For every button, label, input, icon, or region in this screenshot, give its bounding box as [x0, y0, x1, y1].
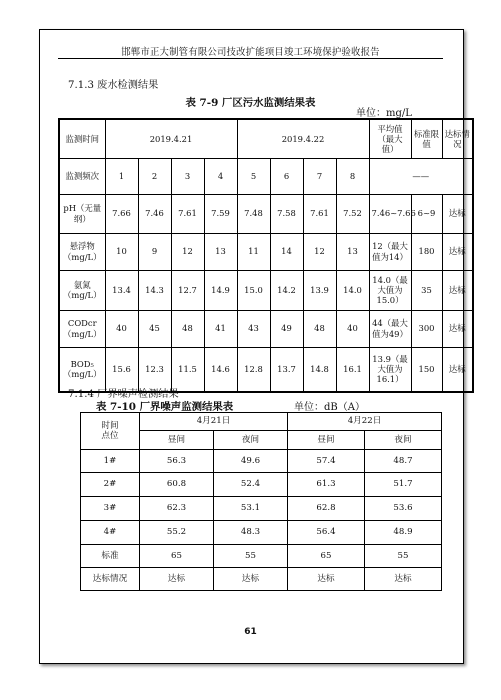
header-rule	[58, 58, 443, 59]
table-unit-wastewater: 单位：mg/L	[356, 108, 412, 119]
table-row	[59, 310, 473, 347]
table-row	[81, 545, 442, 568]
table-cell: 13	[204, 233, 237, 270]
section-heading-wastewater: 7.1.3 废水检测结果	[68, 80, 159, 91]
table-cell: 13	[336, 233, 369, 270]
status-cell: 达标	[442, 233, 473, 270]
row-label: 达标情况	[81, 568, 140, 591]
table-cell: 15.0	[237, 270, 270, 310]
row-label: 4#	[81, 521, 140, 545]
table-cell: 13.7	[270, 347, 303, 392]
row-label: 3#	[81, 497, 140, 521]
table-cell: 62.3	[140, 497, 214, 521]
table-cell: 达标	[140, 568, 214, 591]
table-cell: 49	[270, 310, 303, 347]
table-cell: 65	[140, 545, 214, 568]
table-cell: 48.7	[365, 450, 442, 473]
row-label: pH（无量纲）	[59, 194, 105, 233]
table-cell: 40	[105, 310, 138, 347]
page-number: 61	[244, 627, 257, 637]
dash-cell: ——	[369, 158, 473, 194]
table-caption-noise: 表 7-10 厂界噪声监测结果表	[96, 401, 234, 413]
table-cell: 7.61	[303, 194, 336, 233]
header-cell-date2: 4月22日	[288, 413, 442, 431]
corner-header-point: 点位	[101, 431, 119, 441]
table-cell: 9	[138, 233, 171, 270]
table-row	[81, 450, 442, 473]
table-cell: 15.6	[105, 347, 138, 392]
table-cell: 41	[204, 310, 237, 347]
table-cell: 4	[204, 158, 237, 194]
table-caption-wastewater: 表 7-9 厂区污水监测结果表	[185, 97, 316, 109]
header-cell-date1: 4月21日	[140, 413, 288, 431]
table-row	[59, 158, 473, 194]
status-cell: 达标	[442, 347, 473, 392]
header-cell-day: 昼间	[288, 431, 365, 450]
row-label: 氨氮（mg/L）	[59, 270, 105, 310]
table-cell: 14.9	[204, 270, 237, 310]
table-cell: 2	[138, 158, 171, 194]
status-cell: 达标	[442, 310, 473, 347]
table-cell: 56.3	[140, 450, 214, 473]
limit-cell: 180	[411, 233, 442, 270]
table-cell: 55	[214, 545, 288, 568]
average-cell: 13.9（最大值为16.1）	[369, 347, 411, 392]
header-cell-limit: 标准限值	[411, 119, 442, 158]
row-label: CODcr（mg/L）	[59, 310, 105, 347]
table-cell: 14.6	[204, 347, 237, 392]
table-cell: 10	[105, 233, 138, 270]
table-row	[59, 233, 473, 270]
row-label: 悬浮物（mg/L）	[59, 233, 105, 270]
limit-cell: 35	[411, 270, 442, 310]
limit-cell: 150	[411, 347, 442, 392]
header-cell-date1: 2019.4.21	[105, 119, 237, 158]
noise-table	[80, 412, 442, 591]
row-label: 监测频次	[59, 158, 105, 194]
table-cell: 51.7	[365, 473, 442, 497]
table-cell: 48.3	[214, 521, 288, 545]
header-cell-date2: 2019.4.22	[237, 119, 369, 158]
table-cell: 53.1	[214, 497, 288, 521]
average-cell: 12（最大值为14）	[369, 233, 411, 270]
table-cell: 7	[303, 158, 336, 194]
table-cell: 11.5	[171, 347, 204, 392]
table-cell: 61.3	[288, 473, 365, 497]
table-cell: 1	[105, 158, 138, 194]
table-cell: 55	[365, 545, 442, 568]
limit-cell: 300	[411, 310, 442, 347]
table-row	[59, 194, 473, 233]
header-cell-status: 达标情况	[442, 119, 473, 158]
table-cell: 45	[138, 310, 171, 347]
table-row	[81, 497, 442, 521]
table-row	[81, 521, 442, 545]
table-row	[81, 568, 442, 591]
average-cell: 7.46~7.66	[369, 194, 411, 233]
table-cell: 5	[237, 158, 270, 194]
table-cell: 53.6	[365, 497, 442, 521]
row-label: 2#	[81, 473, 140, 497]
table-cell: 7.46	[138, 194, 171, 233]
table-cell: 11	[237, 233, 270, 270]
status-cell: 达标	[442, 194, 473, 233]
table-cell: 16.1	[336, 347, 369, 392]
header-cell-item: 监测时间	[59, 119, 105, 158]
table-cell: 56.4	[288, 521, 365, 545]
table-cell: 57.4	[288, 450, 365, 473]
table-cell: 49.6	[214, 450, 288, 473]
average-cell: 44（最大值为49）	[369, 310, 411, 347]
table-cell: 14.2	[270, 270, 303, 310]
table-cell: 7.59	[204, 194, 237, 233]
table-cell: 14	[270, 233, 303, 270]
row-label: 1#	[81, 450, 140, 473]
table-cell: 52.4	[214, 473, 288, 497]
table-cell: 14.3	[138, 270, 171, 310]
table-header-row	[81, 413, 442, 431]
table-cell: 3	[171, 158, 204, 194]
row-label: 标准	[81, 545, 140, 568]
table-cell: 7.48	[237, 194, 270, 233]
header-cell-average: 平均值（最大值）	[369, 119, 411, 158]
table-cell: 12.8	[237, 347, 270, 392]
row-label: BOD₅（mg/L）	[59, 347, 105, 392]
table-cell: 65	[288, 545, 365, 568]
header-cell-night: 夜间	[365, 431, 442, 450]
table-row	[59, 270, 473, 310]
table-cell: 12	[303, 233, 336, 270]
table-cell: 40	[336, 310, 369, 347]
table-cell: 7.66	[105, 194, 138, 233]
table-cell: 14.0	[336, 270, 369, 310]
table-cell: 13.4	[105, 270, 138, 310]
table-cell: 48.9	[365, 521, 442, 545]
table-cell: 62.8	[288, 497, 365, 521]
table-cell: 7.61	[171, 194, 204, 233]
table-cell: 6	[270, 158, 303, 194]
table-header-row	[59, 119, 473, 158]
table-cell: 55.2	[140, 521, 214, 545]
page-header: 邯郸市正大制管有限公司技改扩能项目竣工环境保护验收报告	[121, 47, 380, 58]
table-cell: 43	[237, 310, 270, 347]
corner-header-time: 时间	[101, 420, 119, 431]
wastewater-table	[58, 118, 474, 393]
status-cell: 达标	[442, 270, 473, 310]
table-cell: 48	[303, 310, 336, 347]
table-cell: 7.58	[270, 194, 303, 233]
table-cell: 8	[336, 158, 369, 194]
table-cell: 12.7	[171, 270, 204, 310]
table-cell: 7.52	[336, 194, 369, 233]
table-row	[81, 473, 442, 497]
table-cell: 达标	[214, 568, 288, 591]
table-unit-noise: 单位：dB（A）	[294, 402, 365, 413]
table-cell: 60.8	[140, 473, 214, 497]
table-cell: 14.8	[303, 347, 336, 392]
section-heading-noise: 7.1.4 厂界噪声检测结果	[68, 389, 179, 400]
table-cell: 达标	[288, 568, 365, 591]
corner-header-cell	[81, 413, 140, 450]
table-cell: 达标	[365, 568, 442, 591]
header-cell-night: 夜间	[214, 431, 288, 450]
header-cell-day: 昼间	[140, 431, 214, 450]
table-cell: 12.3	[138, 347, 171, 392]
limit-cell: 6~9	[411, 194, 442, 233]
table-cell: 12	[171, 233, 204, 270]
table-cell: 13.9	[303, 270, 336, 310]
table-cell: 48	[171, 310, 204, 347]
average-cell: 14.0（最大值为15.0）	[369, 270, 411, 310]
